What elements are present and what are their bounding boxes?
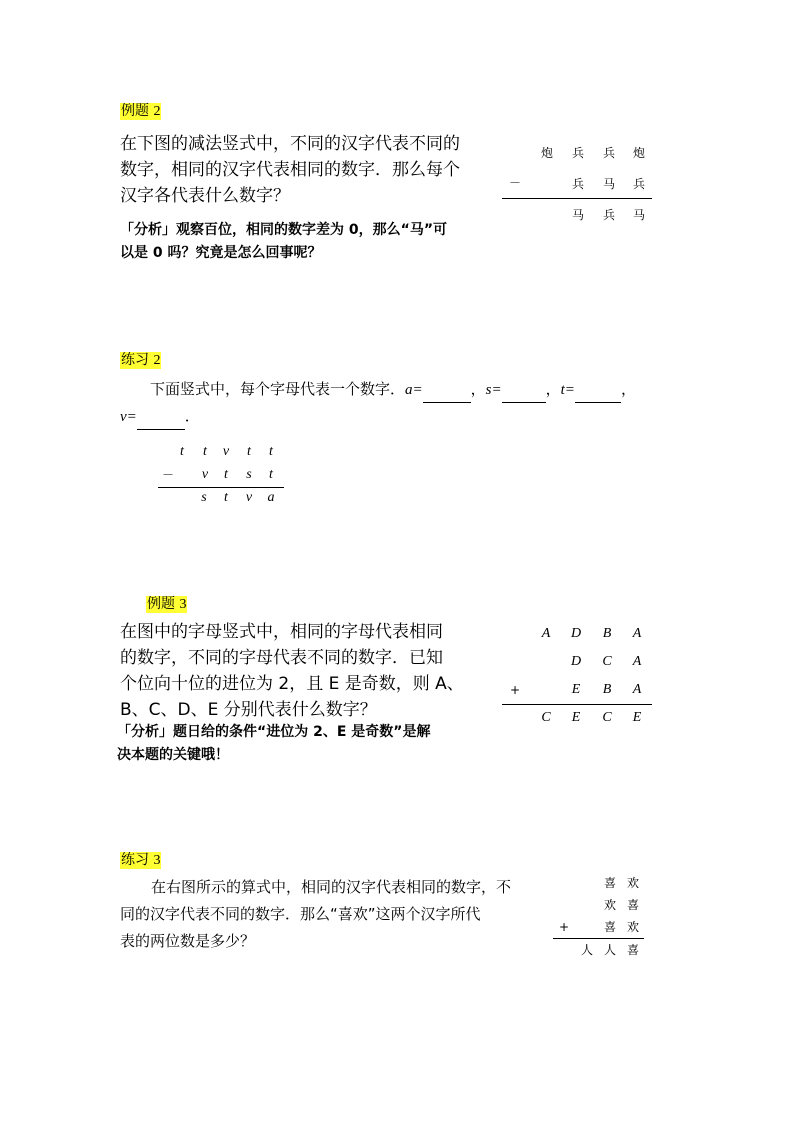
practice-2-line2: [120, 403, 200, 430]
tag-number: 2: [153, 353, 161, 368]
digit-cell: 炮: [540, 146, 553, 160]
sum-line: [158, 487, 284, 488]
letter-cell: C: [602, 710, 612, 725]
digit-cell: 马: [571, 208, 584, 222]
example-3-text: [120, 619, 464, 723]
hint-line: 决本题的关键哦！: [117, 747, 229, 763]
var-s: s=: [485, 382, 502, 398]
digit-cell: 兵: [602, 208, 615, 222]
digit-cell: 兵: [571, 177, 584, 191]
separator: ，: [470, 380, 486, 398]
hint-line: 以是 0 吗？究竟是怎么回事呢？: [120, 245, 322, 261]
char-cell: 喜: [626, 898, 639, 912]
answer-blank-t[interactable]: [575, 386, 621, 403]
example-2-text: [120, 131, 460, 209]
practice-3-text: [120, 874, 511, 955]
char-cell: 喜: [603, 920, 616, 934]
letter-cell: D: [570, 654, 582, 669]
text-line: 在下图的减法竖式中，不同的汉字代表不同的: [120, 134, 460, 154]
example-2-tag: [120, 103, 161, 120]
letter-cell: s: [201, 490, 207, 505]
example-3-hint: [117, 721, 430, 767]
period: ．: [184, 407, 200, 425]
text-line: 个位向十位的进位为 2，且 E 是奇数，则 A、: [120, 674, 464, 694]
tag-number: 2: [153, 104, 161, 119]
practice-3-tag: [120, 852, 161, 869]
letter-cell: E: [632, 710, 642, 725]
tag-word: 练习: [121, 352, 149, 368]
letter-cell: A: [632, 626, 642, 641]
letter-cell: B: [602, 682, 612, 697]
letter-cell: v: [222, 444, 230, 459]
separator: ，: [620, 380, 636, 398]
hint-line: 「分析」题日给的条件“进位为 2、E 是奇数”是解: [117, 724, 431, 740]
letter-cell: B: [602, 626, 612, 641]
digit-cell: 兵: [602, 146, 615, 160]
letter-cell: t: [269, 467, 273, 482]
minus-sign: －: [508, 176, 521, 190]
letter-cell: s: [246, 467, 252, 482]
sum-line: [502, 704, 652, 705]
char-cell: 人: [580, 943, 593, 957]
digit-cell: 马: [602, 177, 615, 191]
answer-blank-s[interactable]: [502, 386, 546, 403]
letter-cell: A: [632, 682, 642, 697]
digit-cell: 炮: [632, 146, 645, 160]
letter-cell: t: [224, 467, 228, 482]
letter-cell: C: [541, 710, 551, 725]
text-line: 下面竖式中，每个字母代表一个数字．: [150, 380, 406, 398]
char-cell: 欢: [626, 920, 639, 934]
var-t: t=: [560, 382, 575, 398]
var-v: v=: [120, 409, 137, 425]
text-line: 汉字各代表什么数字？: [120, 186, 290, 206]
tag-number: 3: [179, 597, 187, 612]
letter-cell: D: [570, 626, 582, 641]
letter-cell: t: [203, 444, 207, 459]
char-cell: 喜: [626, 943, 639, 957]
minus-sign: －: [161, 468, 174, 482]
example-2-hint: [120, 219, 447, 265]
digit-cell: 马: [632, 208, 645, 222]
letter-cell: t: [269, 444, 273, 459]
sum-line: [553, 938, 644, 939]
letter-cell: t: [247, 444, 251, 459]
sum-line: [502, 198, 652, 199]
text-line: B、C、D、E 分别代表什么数字？: [120, 700, 377, 720]
letter-cell: A: [541, 626, 551, 641]
separator: ，: [545, 380, 561, 398]
tag-word: 例题: [147, 596, 175, 612]
letter-cell: t: [180, 444, 184, 459]
plus-sign: +: [509, 683, 521, 697]
digit-cell: 兵: [571, 146, 584, 160]
answer-blank-a[interactable]: [423, 386, 471, 403]
text-line: 的数字，不同的字母代表不同的数字．已知: [120, 648, 443, 668]
letter-cell: v: [245, 490, 253, 505]
text-line: 数字，相同的汉字代表相同的数字．那么每个: [120, 160, 460, 180]
practice-2-tag: [120, 352, 161, 369]
example-3-tag: [146, 596, 187, 613]
char-cell: 人: [603, 943, 616, 957]
practice-2-line1: [150, 376, 636, 403]
digit-cell: 兵: [632, 177, 645, 191]
tag-word: 例题: [121, 103, 149, 119]
text-line: 表的两位数是多少？: [120, 932, 256, 950]
answer-blank-v[interactable]: [137, 413, 185, 430]
text-line: 同的汉字代表不同的数字．那么“喜欢”这两个汉字所代: [120, 905, 481, 923]
hint-line: 「分析」观察百位，相同的数字差为 0，那么“马”可: [120, 222, 448, 238]
letter-cell: a: [267, 490, 275, 505]
letter-cell: t: [224, 490, 228, 505]
char-cell: 喜: [603, 876, 616, 890]
var-a: a=: [405, 382, 423, 398]
tag-word: 练习: [121, 852, 149, 868]
char-cell: 欢: [626, 876, 639, 890]
text-line: 在右图所示的算式中，相同的汉字代表相同的数字，不: [151, 878, 512, 896]
letter-cell: v: [201, 467, 209, 482]
text-line: 在图中的字母竖式中，相同的字母代表相同: [120, 622, 443, 642]
letter-cell: C: [602, 654, 612, 669]
letter-cell: E: [571, 682, 581, 697]
letter-cell: A: [632, 654, 642, 669]
letter-cell: E: [571, 710, 581, 725]
tag-number: 3: [153, 853, 161, 868]
plus-sign: +: [558, 920, 570, 934]
char-cell: 欢: [603, 898, 616, 912]
